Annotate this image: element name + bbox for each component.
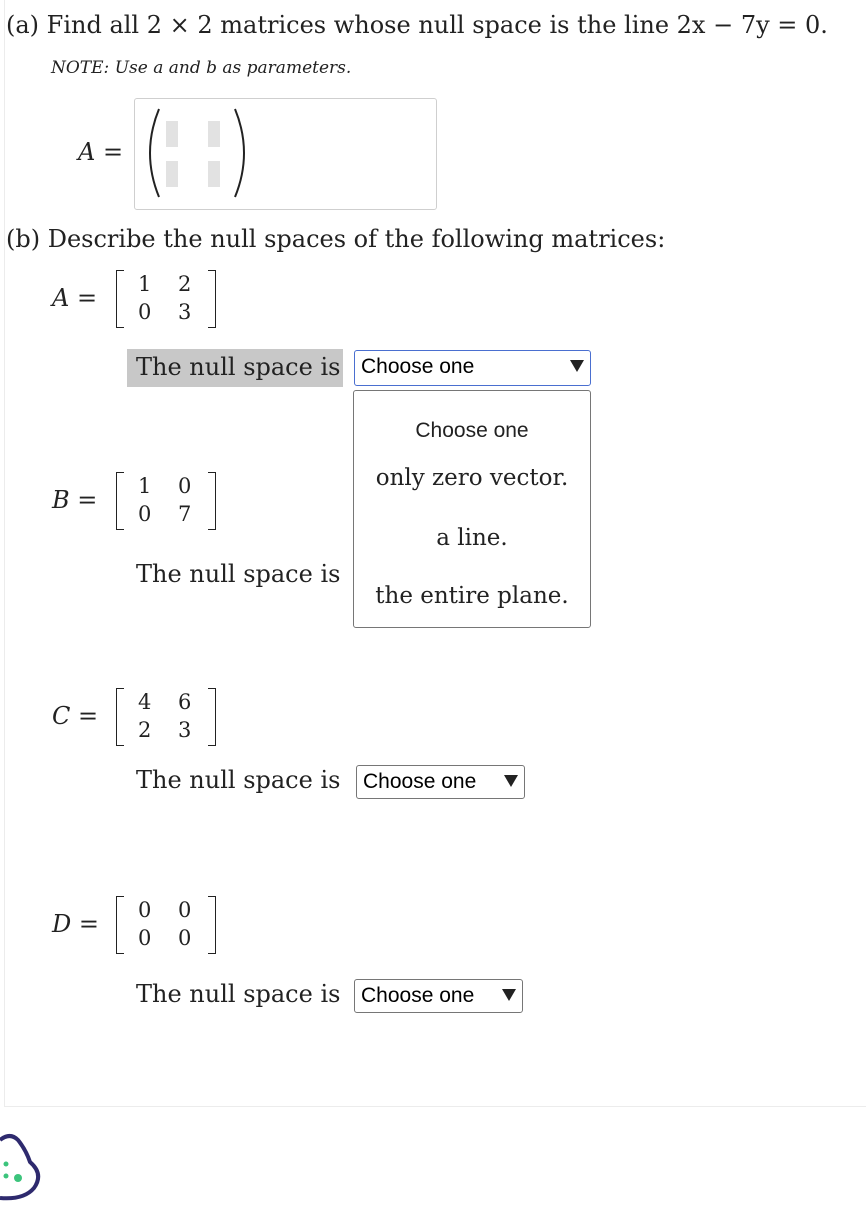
matrix-c-entry: 3	[178, 718, 192, 742]
matrix-d	[116, 896, 216, 954]
select-d-value: Choose one	[361, 984, 475, 1007]
matrix-a-entry: 3	[178, 300, 192, 324]
matrix-entry-a21[interactable]	[166, 161, 178, 187]
matrix-c-entry: 2	[138, 718, 152, 742]
matrix-a	[116, 270, 216, 328]
dropdown-option-choose[interactable]: Choose one	[415, 419, 529, 442]
matrix-b-entry: 0	[178, 474, 192, 498]
part-b-question: (b) Describe the null spaces of the following matrices:	[6, 225, 666, 253]
matrix-c-entry: 6	[178, 690, 192, 714]
mascot-icon[interactable]	[0, 1128, 50, 1208]
dropdown-list	[353, 390, 591, 628]
dropdown-option-entire-plane[interactable]: the entire plane.	[375, 583, 569, 609]
matrix-a-entry: 0	[138, 300, 152, 324]
matrix-b-label: B =	[52, 486, 98, 514]
matrix-entry-a12[interactable]	[208, 121, 220, 147]
matrix-answer-box[interactable]	[134, 98, 437, 210]
matrix-a-entry: 1	[138, 272, 152, 296]
matrix-b-entry: 7	[178, 502, 192, 526]
matrix-parentheses	[143, 99, 263, 207]
part-a-answer-label: A =	[78, 138, 124, 166]
select-c-value: Choose one	[363, 770, 477, 793]
matrix-entry-a11[interactable]	[166, 121, 178, 147]
matrix-b-entry: 1	[138, 474, 152, 498]
matrix-d-label: D =	[52, 910, 99, 938]
null-space-text-d: The null space is	[136, 980, 341, 1008]
null-space-text-a: The null space is	[127, 349, 343, 387]
null-space-text-b: The null space is	[136, 560, 341, 588]
matrix-d-entry: 0	[178, 898, 192, 922]
matrix-b	[116, 472, 216, 530]
matrix-a-label: A =	[52, 284, 98, 312]
matrix-d-entry: 0	[178, 926, 192, 950]
chevron-down-icon	[570, 360, 584, 372]
null-space-text-c: The null space is	[136, 766, 341, 794]
dropdown-option-zero-vector[interactable]: only zero vector.	[375, 465, 569, 491]
chevron-down-icon	[504, 775, 518, 787]
matrix-a-entry: 2	[178, 272, 192, 296]
matrix-c-entry: 4	[138, 690, 152, 714]
null-space-select-c[interactable]	[356, 765, 525, 799]
null-space-select-d[interactable]	[354, 979, 523, 1013]
matrix-d-entry: 0	[138, 898, 152, 922]
chevron-down-icon	[502, 989, 516, 1001]
null-space-select-a[interactable]	[354, 350, 591, 386]
matrix-d-entry: 0	[138, 926, 152, 950]
part-a-note: NOTE: Use a and b as parameters.	[51, 58, 352, 78]
matrix-entry-a22[interactable]	[208, 161, 220, 187]
part-a-question: (a) Find all 2 × 2 matrices whose null space is the line 2x − 7y = 0.	[6, 11, 828, 39]
dropdown-option-line[interactable]: a line.	[436, 525, 508, 551]
matrix-c	[116, 688, 216, 746]
matrix-b-entry: 0	[138, 502, 152, 526]
select-a-value: Choose one	[361, 355, 475, 378]
matrix-c-label: C =	[52, 702, 99, 730]
